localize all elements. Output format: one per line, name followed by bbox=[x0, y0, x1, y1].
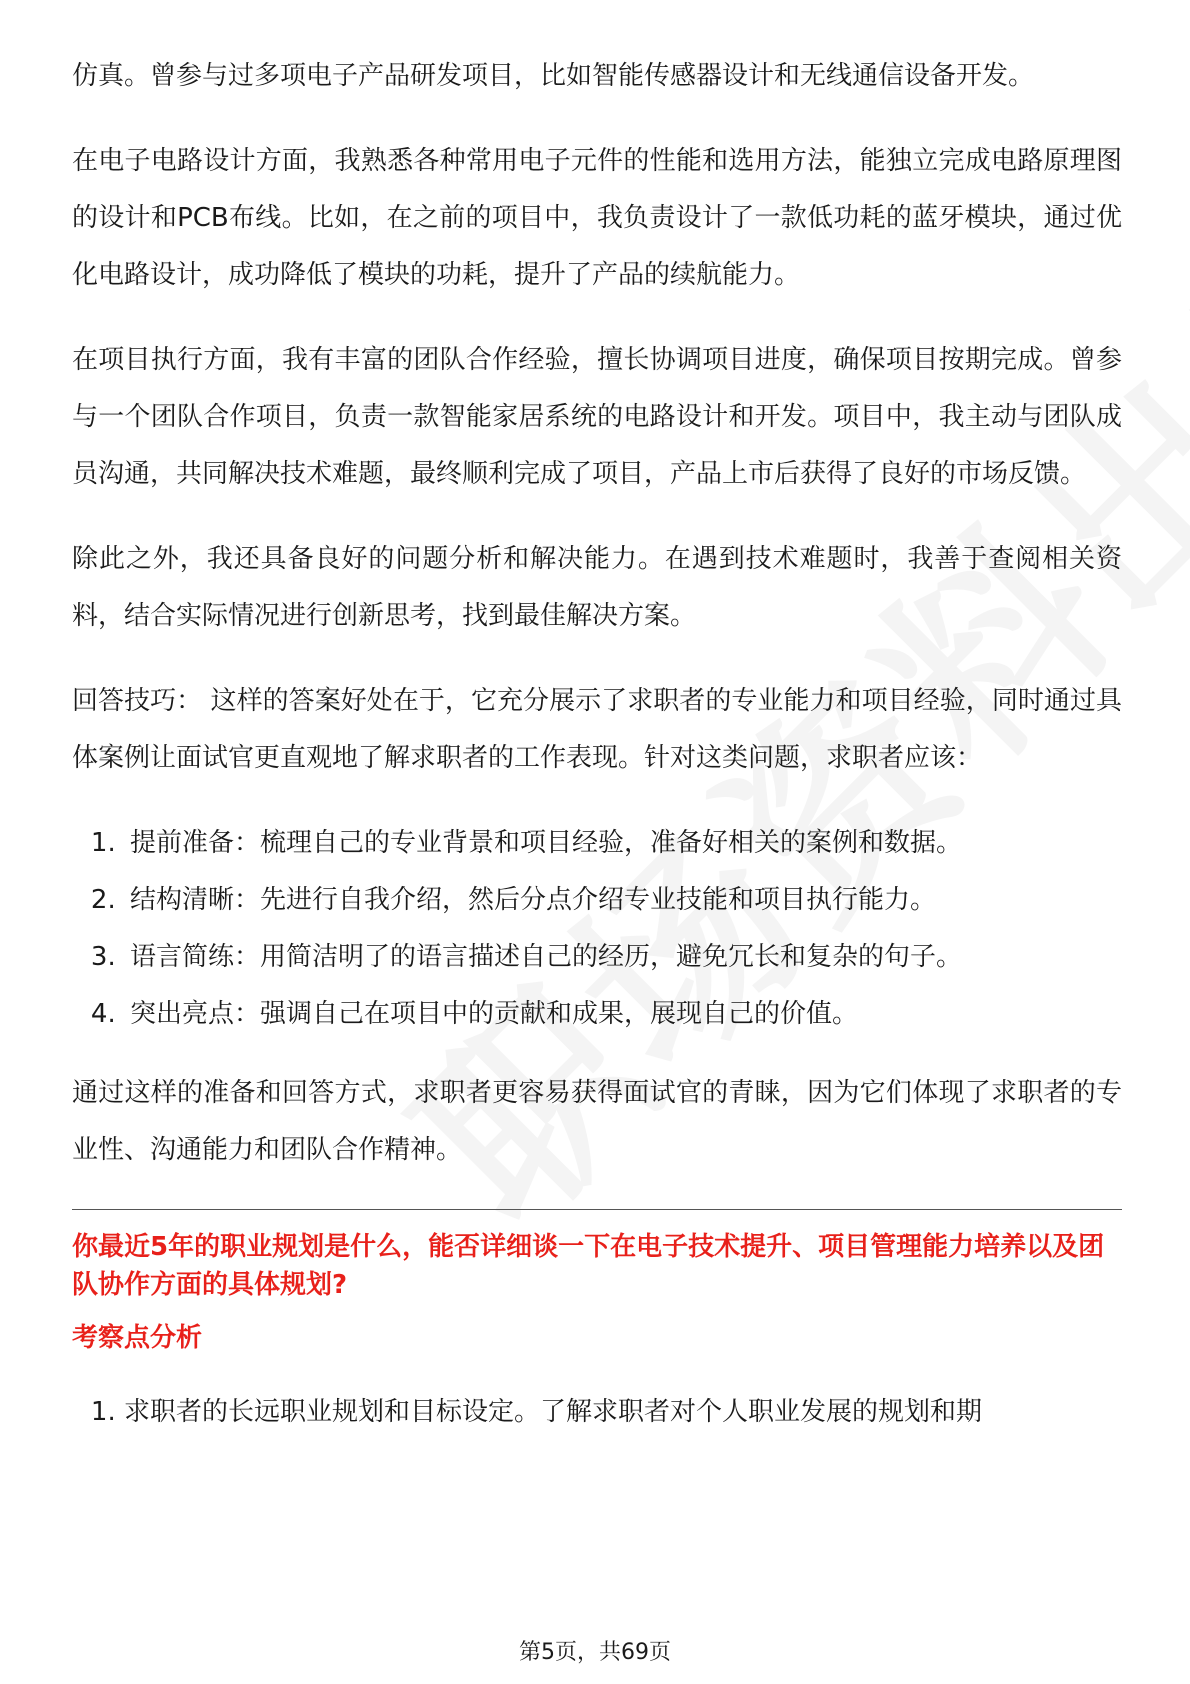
section-divider bbox=[72, 1209, 1122, 1210]
paragraph-circuit-design: 在电子电路设计方面，我熟悉各种常用电子元件的性能和选用方法，能独立完成电路原理图的设计和PCB布线。比如，在之前的项目中，我负责设计了一款低功耗的蓝牙模块，通过优化电路设计，成功降低了模块的功耗，提升了产品的续航能力。 bbox=[72, 146, 1122, 290]
paragraph-continuation: 仿真。曾参与过多项电子产品研发项目，比如智能传感器设计和无线通信设备开发。 bbox=[72, 61, 1035, 91]
tips-list bbox=[72, 815, 1122, 1043]
list-item: 1. 求职者的长远职业规划和目标设定。了解求职者对个人职业发展的规划和期 bbox=[124, 1384, 1122, 1441]
list-item: 1. 提前准备：梳理自己的专业背景和项目经验，准备好相关的案例和数据。 bbox=[124, 815, 1122, 872]
list-item: 2. 结构清晰：先进行自我介绍，然后分点介绍专业技能和项目执行能力。 bbox=[124, 872, 1122, 929]
list-item: 4. 突出亮点：强调自己在项目中的贡献和成果，展现自己的价值。 bbox=[124, 986, 1122, 1043]
paragraph-conclusion: 通过这样的准备和回答方式，求职者更容易获得面试官的青睐，因为它们体现了求职者的专业性、沟通能力和团队合作精神。 bbox=[72, 1078, 1122, 1165]
analysis-list bbox=[72, 1384, 1122, 1441]
paragraph-problem-solving: 除此之外，我还具备良好的问题分析和解决能力。在遇到技术难题时，我善于查阅相关资料，结合实际情况进行创新思考，找到最佳解决方案。 bbox=[72, 544, 1122, 631]
analysis-heading: 考察点分析 bbox=[72, 1323, 203, 1353]
question-heading: 你最近5年的职业规划是什么，能否详细谈一下在电子技术提升、项目管理能力培养以及团队协作方面的具体规划? bbox=[72, 1232, 1105, 1300]
page-content bbox=[72, 48, 1122, 1441]
paragraph-answer-tips: 回答技巧： 这样的答案好处在于，它充分展示了求职者的专业能力和项目经验，同时通过具体案例让面试官更直观地了解求职者的工作表现。针对这类问题，求职者应该： bbox=[72, 686, 1122, 773]
paragraph-project-execution: 在项目执行方面，我有丰富的团队合作经验，擅长协调项目进度，确保项目按期完成。曾参与一个团队合作项目，负责一款智能家居系统的电路设计和开发。项目中，我主动与团队成员沟通，共同解决技术难题，最终顺利完成了项目，产品上市后获得了良好的市场反馈。 bbox=[72, 345, 1122, 489]
list-item: 3. 语言简练：用简洁明了的语言描述自己的经历，避免冗长和复杂的句子。 bbox=[124, 929, 1122, 986]
page-footer: 第5页，共69页 bbox=[0, 1638, 1190, 1668]
